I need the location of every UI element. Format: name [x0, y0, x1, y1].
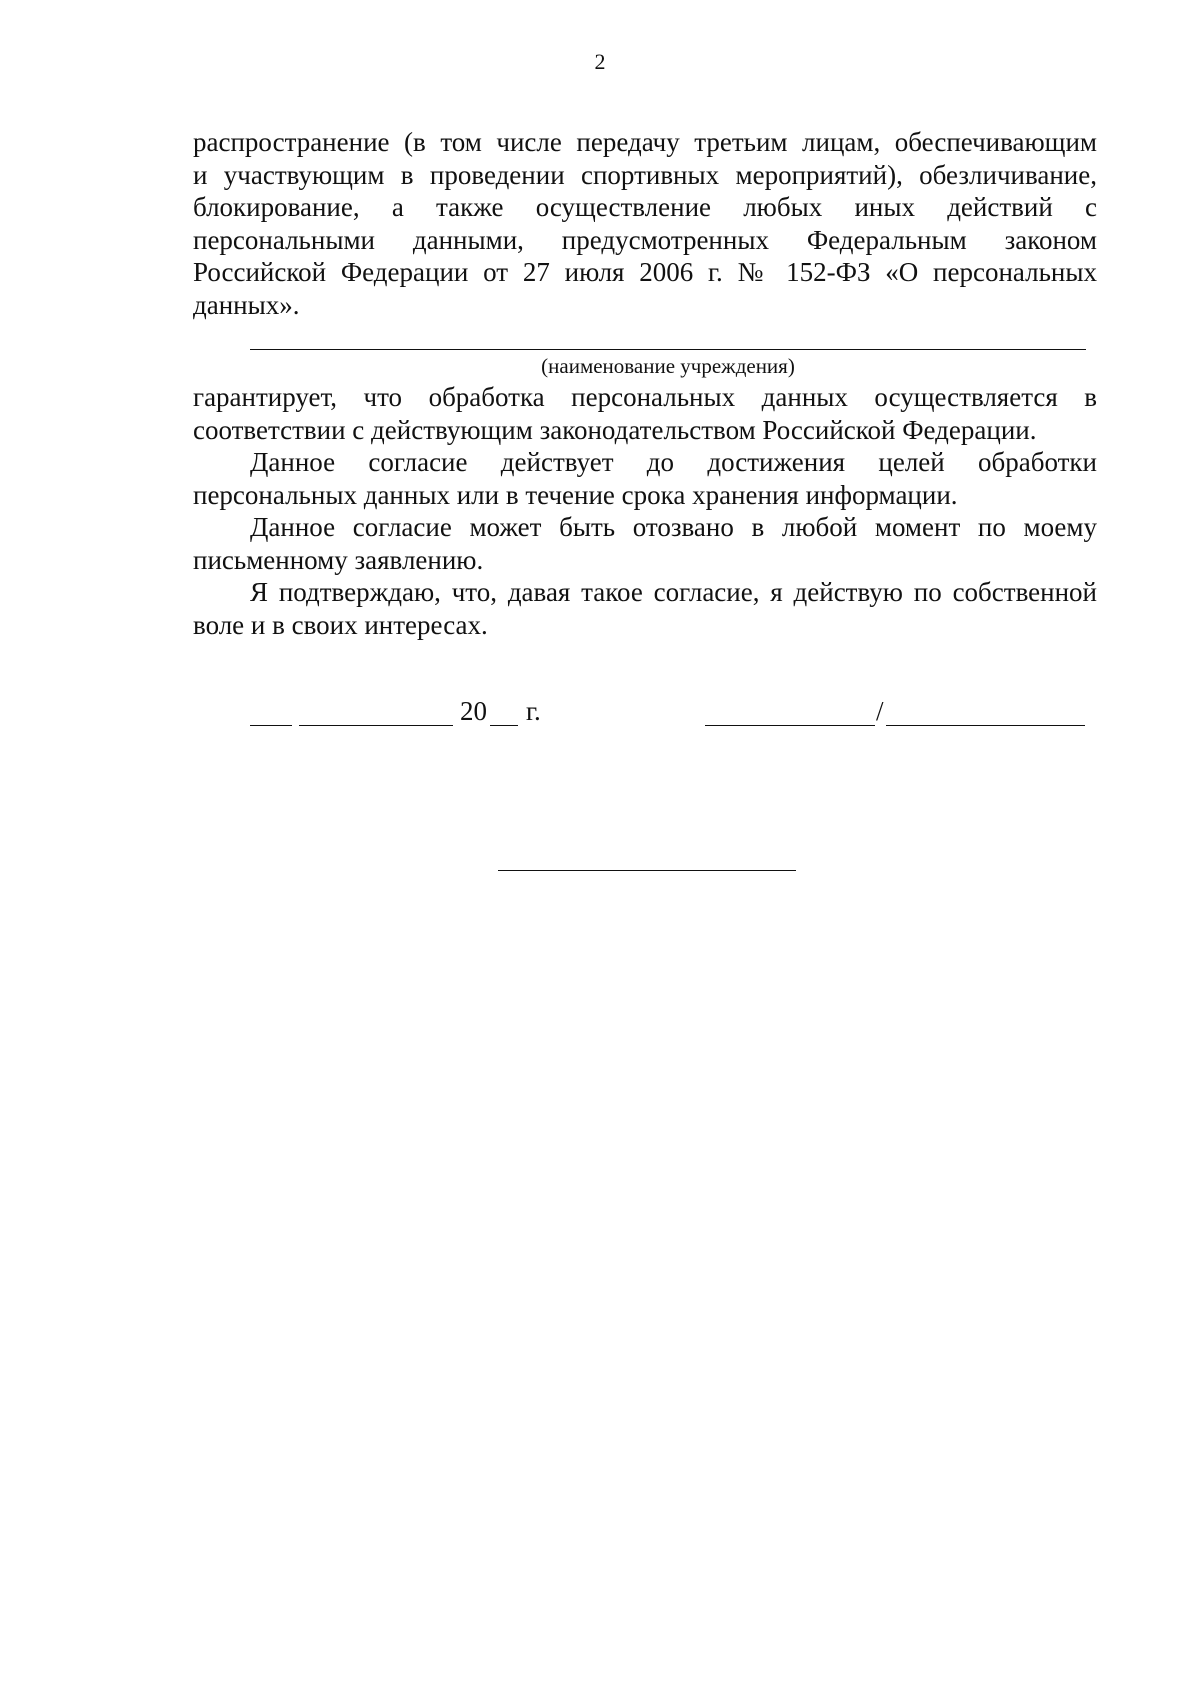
- text-line: воле и в своих интересах.: [193, 609, 488, 640]
- year-prefix: 20: [460, 696, 487, 726]
- year-field[interactable]: [490, 725, 518, 726]
- text-line: персональными данными, предусмотренных Федеральным законом: [193, 224, 1097, 255]
- day-field[interactable]: [250, 725, 292, 726]
- text-line: персональных данных или в течение срока хранения информации.: [193, 479, 958, 510]
- end-of-document-line: [498, 870, 796, 871]
- text-line: гарантирует, что обработка персональных данных осуществляется в: [193, 382, 1097, 412]
- paragraph-guarantee: [193, 381, 1097, 446]
- text-line: Данное согласие может быть отозвано в любой момент по моему: [250, 512, 1097, 542]
- text-line: распространение (в том числе передачу третьим лицам, обеспечивающим: [193, 127, 1097, 157]
- text-line: данных».: [193, 289, 300, 320]
- organization-name-field[interactable]: [250, 349, 1086, 350]
- paragraph-revocation: [193, 511, 1097, 576]
- page-number: 2: [594, 49, 606, 74]
- consent-text-top: [193, 126, 1097, 321]
- signature-name-field[interactable]: [886, 725, 1085, 726]
- text-line: соответствии с действующим законодательством Российской Федерации.: [193, 414, 1037, 445]
- text-line: и участвующим в проведении спортивных мероприятий), обезличивание,: [193, 159, 1097, 190]
- year-suffix: г.: [526, 696, 541, 726]
- signature-separator: /: [876, 696, 884, 726]
- paragraph-validity: [193, 446, 1097, 511]
- organization-name-caption: (наименование учреждения): [541, 354, 795, 378]
- signature-block: [705, 694, 1085, 728]
- month-field[interactable]: [299, 725, 453, 726]
- consent-text-bottom: [193, 381, 1097, 641]
- text-line: Российской Федерации от 27 июля 2006 г. № 152-ФЗ «О персональных: [193, 257, 1097, 287]
- text-line: письменному заявлению.: [193, 544, 484, 575]
- date-block: [250, 694, 550, 728]
- signature-field[interactable]: [705, 725, 875, 726]
- text-line: Данное согласие действует до достижения целей обработки: [250, 447, 1097, 477]
- text-line: Я подтверждаю, что, давая такое согласие, я действую по собственной: [250, 577, 1097, 607]
- text-line: блокирование, а также осуществление любых иных действий с: [193, 192, 1097, 222]
- paragraph-processing-actions: [193, 126, 1097, 321]
- paragraph-confirmation: [193, 576, 1097, 641]
